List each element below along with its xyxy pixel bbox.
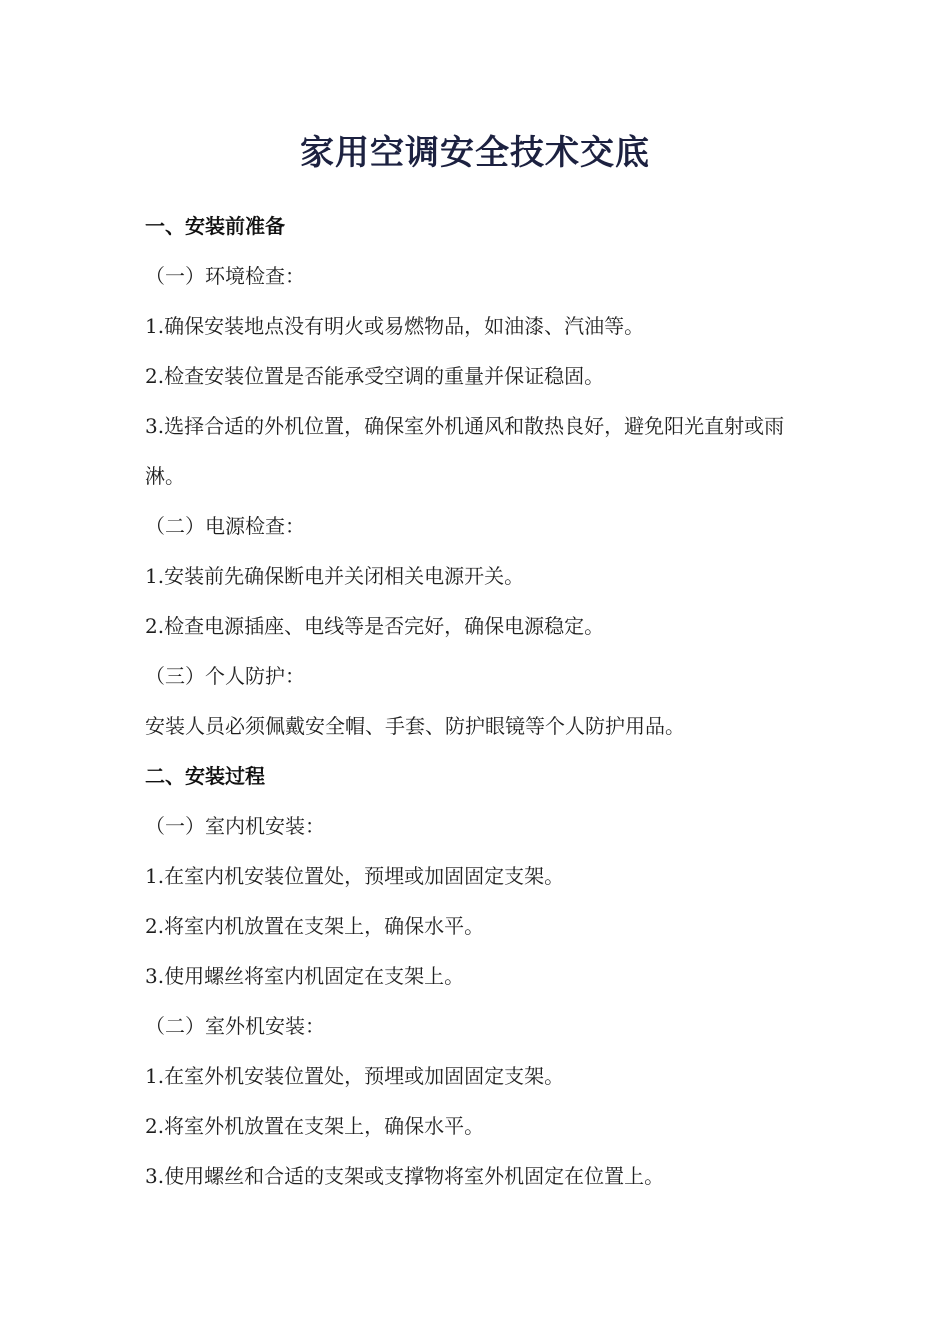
subsection-environment-check: （一）环境检查： bbox=[145, 264, 305, 288]
paragraph: 3.使用螺丝将室内机固定在支架上。 bbox=[145, 964, 465, 988]
document-body bbox=[145, 201, 805, 1201]
section-heading-installation: 二、安装过程 bbox=[145, 764, 265, 788]
subsection-personal-protection: （三）个人防护： bbox=[145, 664, 305, 688]
paragraph: 2.检查安装位置是否能承受空调的重量并保证稳固。 bbox=[145, 364, 605, 388]
paragraph: 3.选择合适的外机位置，确保室外机通风和散热良好，避免阳光直射或雨淋。 bbox=[145, 414, 785, 488]
paragraph: 3.使用螺丝和合适的支架或支撑物将室外机固定在位置上。 bbox=[145, 1164, 665, 1188]
paragraph: 2.检查电源插座、电线等是否完好，确保电源稳定。 bbox=[145, 614, 605, 638]
paragraph: 2.将室内机放置在支架上，确保水平。 bbox=[145, 914, 485, 938]
document-title: 家用空调安全技术交底 bbox=[300, 133, 650, 173]
paragraph: 1.在室内机安装位置处，预埋或加固固定支架。 bbox=[145, 864, 565, 888]
subsection-power-check: （二）电源检查： bbox=[145, 514, 305, 538]
paragraph: 1.在室外机安装位置处，预埋或加固固定支架。 bbox=[145, 1064, 565, 1088]
subsection-outdoor-unit: （二）室外机安装： bbox=[145, 1014, 325, 1038]
paragraph: 2.将室外机放置在支架上，确保水平。 bbox=[145, 1114, 485, 1138]
section-heading-preparation: 一、安装前准备 bbox=[145, 214, 285, 238]
subsection-indoor-unit: （一）室内机安装： bbox=[145, 814, 325, 838]
paragraph: 1.安装前先确保断电并关闭相关电源开关。 bbox=[145, 564, 525, 588]
paragraph: 安装人员必须佩戴安全帽、手套、防护眼镜等个人防护用品。 bbox=[145, 714, 685, 738]
paragraph: 1.确保安装地点没有明火或易燃物品，如油漆、汽油等。 bbox=[145, 314, 645, 338]
